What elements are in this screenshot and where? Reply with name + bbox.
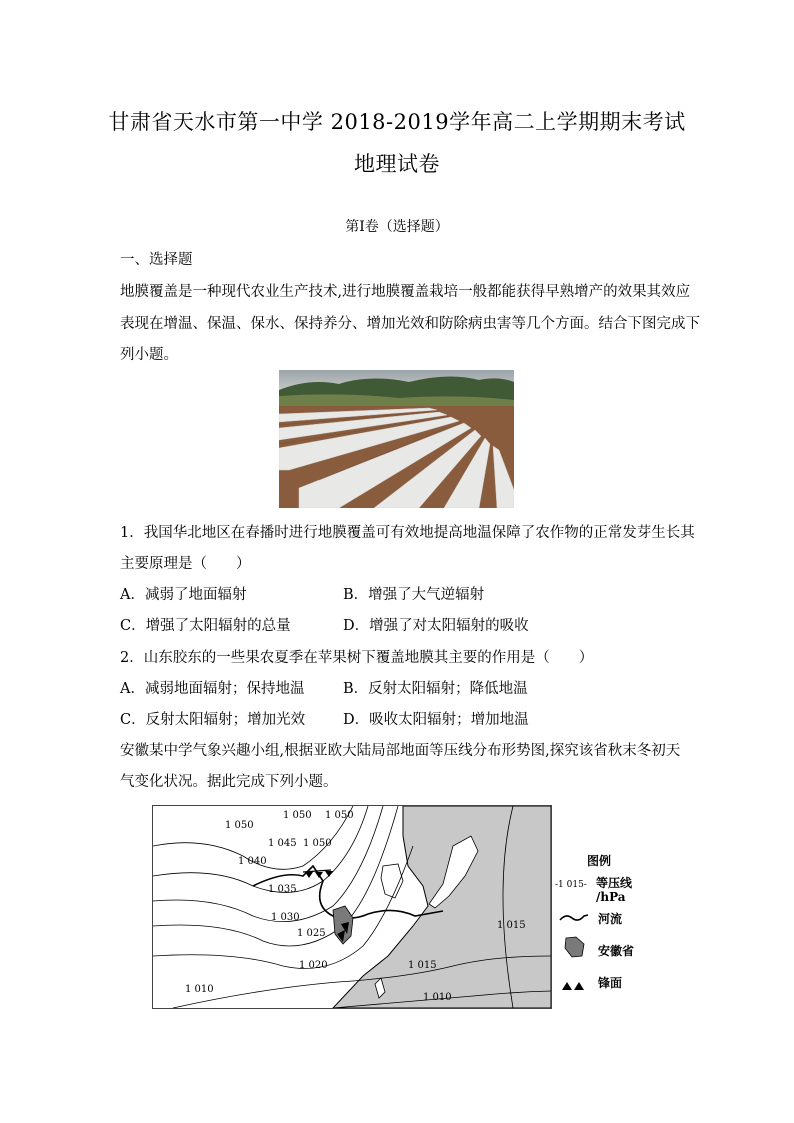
intro2-line: 安徽某中学气象兴趣小组,根据亚欧大陆局部地面等压线分布形势图,探究该省秋末冬初天 [120,743,681,759]
legend-isobar-unit: /hPa [596,890,626,904]
legend-province-label: 安徽省 [598,944,635,958]
isobar-label: 1 040 [238,856,267,867]
isobar-label: 1 010 [185,984,214,995]
isobar-label: 1 020 [299,960,328,971]
q2-option-c[interactable]: C．反射太阳辐射；增加光效 [120,712,306,728]
q1-option-d[interactable]: D．增强了对太阳辐射的吸收 [343,618,529,634]
legend-title: 图例 [587,854,612,868]
exam-title-line1: 甘肃省天水市第一中学 2018-2019学年高二上学期期末考试 [108,110,686,134]
isobar-label: 1 010 [423,992,452,1003]
legend-river-label: 河流 [598,912,623,926]
question-1-stem: 主要原理是（ ） [120,556,251,572]
part-heading: 一、选择题 [120,252,193,268]
front-icon [560,976,588,986]
legend-isobar-label: 等压线 [596,876,633,890]
isobar-label: 1 050 [283,810,312,821]
q1-option-c[interactable]: C．增强了太阳辐射的总量 [120,618,291,634]
q2-option-a[interactable]: A．减弱地面辐射；保持地温 [120,681,305,697]
question-1-stem: 1．我国华北地区在春播时进行地膜覆盖可有效地提高地温保障了农作物的正常发芽生长其 [120,525,695,541]
isobar-label: 1 035 [268,884,297,895]
river-icon [558,910,590,924]
isobar-map [152,805,552,1009]
question-2-stem: 2．山东胶东的一些果农夏季在苹果树下覆盖地膜其主要的作用是（ ） [120,650,594,666]
legend-isobar-sample: -1 015- [555,880,587,890]
isobar-label: 1 050 [303,838,332,849]
exam-title-line2: 地理试卷 [354,152,440,176]
intro1-line: 地膜覆盖是一种现代农业生产技术,进行地膜覆盖栽培一般都能获得早熟增产的效果其效应 [120,284,691,300]
mulch-field-photo [279,370,514,508]
isobar-label: 1 015 [408,960,437,971]
volume-heading: 第Ⅰ卷（选择题） [345,219,449,235]
q1-option-b[interactable]: B．增强了大气逆辐射 [343,587,485,603]
isobar-label: 1 045 [268,838,297,849]
isobar-label: 1 025 [297,928,326,939]
q2-option-b[interactable]: B．反射太阳辐射；降低地温 [343,681,528,697]
isobar-label: 1 050 [225,820,254,831]
isobar-label: 1 015 [497,920,526,931]
legend-front-label: 锋面 [598,976,623,990]
q2-option-d[interactable]: D．吸收太阳辐射；增加地温 [343,712,529,728]
intro2-line: 气变化状况。据此完成下列小题。 [120,774,338,790]
isobar-label: 1 030 [271,912,300,923]
intro1-line: 表现在增温、保温、保水、保持养分、增加光效和防除病虫害等几个方面。结合下图完成下 [120,316,700,332]
q1-option-a[interactable]: A．减弱了地面辐射 [120,587,247,603]
intro1-line: 列小题。 [120,347,178,363]
province-icon [562,936,586,958]
isobar-label: 1 050 [325,810,354,821]
